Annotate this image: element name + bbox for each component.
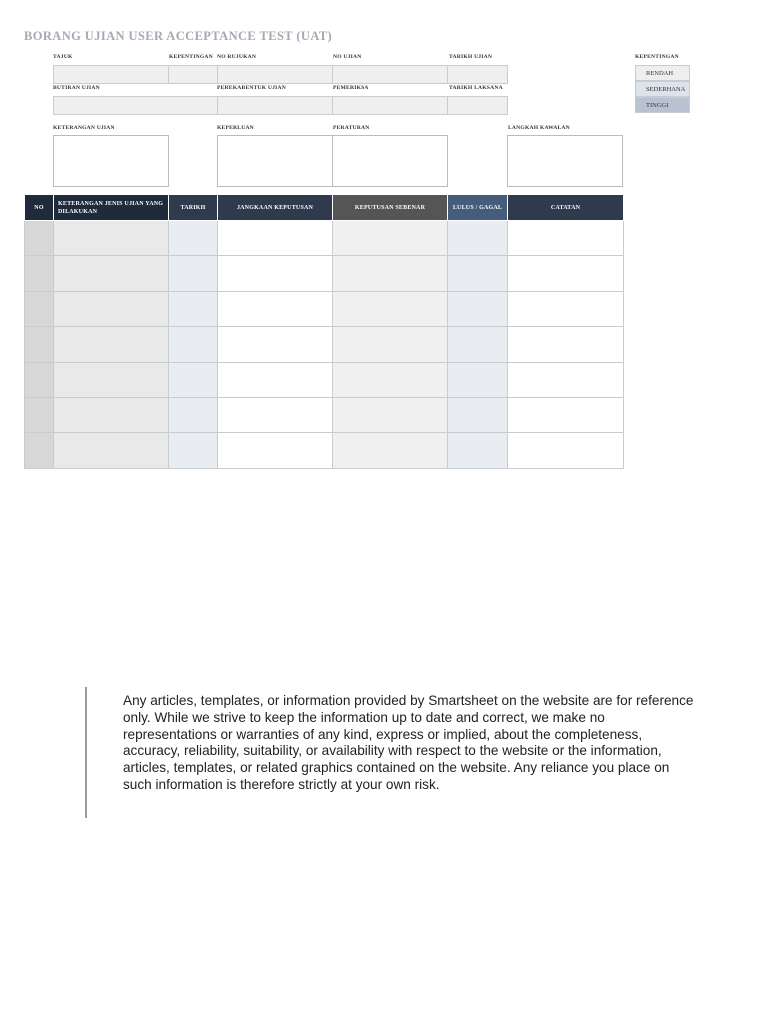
table-row: [25, 256, 624, 291]
row-actual-cell[interactable]: [333, 433, 448, 468]
butiran-ujian-field[interactable]: [53, 96, 218, 115]
row-date-cell[interactable]: [169, 397, 218, 432]
row-actual-cell[interactable]: [333, 327, 448, 362]
page-title: BORANG UJIAN USER ACCEPTANCE TEST (UAT): [24, 29, 333, 43]
row-pass-fail-cell[interactable]: [448, 256, 508, 291]
perekabentuk-ujian-field[interactable]: [217, 96, 333, 115]
row-expected-cell[interactable]: [218, 397, 333, 432]
no-ujian-field[interactable]: [332, 65, 448, 84]
row-description-cell[interactable]: [54, 221, 169, 256]
legend-item-tinggi: TINGGI: [635, 97, 690, 113]
col-header-expected: JANGKAAN KEPUTUSAN: [218, 195, 333, 221]
col-header-description: KETERANGAN JENIS UJIAN YANG DILAKUKAN: [54, 195, 169, 221]
col-header-pass-fail: LULUS / GAGAL: [448, 195, 508, 221]
row-notes-cell[interactable]: [508, 433, 624, 468]
row-actual-cell[interactable]: [333, 291, 448, 326]
row-notes-cell[interactable]: [508, 397, 624, 432]
row-expected-cell[interactable]: [218, 291, 333, 326]
table-row: [25, 433, 624, 468]
row-pass-fail-cell[interactable]: [448, 397, 508, 432]
row-no-cell[interactable]: [25, 397, 54, 432]
row-description-cell[interactable]: [54, 327, 169, 362]
row-description-cell[interactable]: [54, 433, 169, 468]
row-description-cell[interactable]: [54, 362, 169, 397]
row-date-cell[interactable]: [169, 433, 218, 468]
row-no-cell[interactable]: [25, 291, 54, 326]
row-date-cell[interactable]: [169, 221, 218, 256]
test-table: [24, 194, 624, 469]
table-header-row: [25, 195, 624, 221]
table-row: [25, 221, 624, 256]
legend-item-rendah: RENDAH: [635, 65, 690, 81]
langkah-kawalan-label: LANGKAH KAWALAN: [508, 125, 570, 131]
col-header-actual: KEPUTUSAN SEBENAR: [333, 195, 448, 221]
row-date-cell[interactable]: [169, 362, 218, 397]
col-header-notes: CATATAN: [508, 195, 624, 221]
tarikh-laksana-field[interactable]: [447, 96, 508, 115]
disclaimer-divider: [85, 687, 87, 818]
keterangan-ujian-field[interactable]: [53, 135, 169, 187]
butiran-ujian-label: BUTIRAN UJIAN: [53, 85, 100, 91]
langkah-kawalan-field[interactable]: [507, 135, 623, 187]
row-expected-cell[interactable]: [218, 362, 333, 397]
row-notes-cell[interactable]: [508, 291, 624, 326]
pemeriksa-label: PEMERIKSA: [333, 85, 369, 91]
row-pass-fail-cell[interactable]: [448, 291, 508, 326]
legend-item-sederhana: SEDERHANA: [635, 81, 690, 97]
tarikh-laksana-label: TARIKH LAKSANA: [449, 85, 503, 91]
row-no-cell[interactable]: [25, 362, 54, 397]
row-date-cell[interactable]: [169, 327, 218, 362]
row-expected-cell[interactable]: [218, 256, 333, 291]
row-description-cell[interactable]: [54, 397, 169, 432]
tarikh-ujian-label: TARIKH UJIAN: [449, 54, 493, 60]
row-notes-cell[interactable]: [508, 221, 624, 256]
row-date-cell[interactable]: [169, 256, 218, 291]
keterangan-ujian-label: KETERANGAN UJIAN: [53, 125, 115, 131]
table-row: [25, 291, 624, 326]
row-expected-cell[interactable]: [218, 433, 333, 468]
keperluan-label: KEPERLUAN: [217, 125, 254, 131]
row-pass-fail-cell[interactable]: [448, 362, 508, 397]
row-date-cell[interactable]: [169, 291, 218, 326]
row-pass-fail-cell[interactable]: [448, 433, 508, 468]
row-description-cell[interactable]: [54, 256, 169, 291]
row-expected-cell[interactable]: [218, 327, 333, 362]
col-header-date: TARIKH: [169, 195, 218, 221]
perekabentuk-ujian-label: PEREKABENTUK UJIAN: [217, 85, 287, 91]
row-notes-cell[interactable]: [508, 327, 624, 362]
row-no-cell[interactable]: [25, 433, 54, 468]
table-row: [25, 362, 624, 397]
table-row: [25, 397, 624, 432]
tajuk-label: TAJUK: [53, 54, 73, 60]
col-header-no: NO: [25, 195, 54, 221]
no-ujian-label: NO UJIAN: [333, 54, 362, 60]
row-notes-cell[interactable]: [508, 256, 624, 291]
no-rujukan-label: NO RUJUKAN: [217, 54, 257, 60]
table-row: [25, 327, 624, 362]
row-pass-fail-cell[interactable]: [448, 327, 508, 362]
tarikh-ujian-field[interactable]: [447, 65, 508, 84]
row-no-cell[interactable]: [25, 327, 54, 362]
peraturan-label: PERATURAN: [333, 125, 370, 131]
row-expected-cell[interactable]: [218, 221, 333, 256]
keperluan-field[interactable]: [217, 135, 333, 187]
row-actual-cell[interactable]: [333, 221, 448, 256]
row-no-cell[interactable]: [25, 256, 54, 291]
row-pass-fail-cell[interactable]: [448, 221, 508, 256]
peraturan-field[interactable]: [332, 135, 448, 187]
row-actual-cell[interactable]: [333, 362, 448, 397]
row-no-cell[interactable]: [25, 221, 54, 256]
legend-title: KEPENTINGAN: [635, 54, 679, 60]
row-actual-cell[interactable]: [333, 397, 448, 432]
row-description-cell[interactable]: [54, 291, 169, 326]
pemeriksa-field[interactable]: [332, 96, 448, 115]
row-actual-cell[interactable]: [333, 256, 448, 291]
no-rujukan-field[interactable]: [217, 65, 333, 84]
kepentingan-label: KEPENTINGAN: [169, 54, 213, 60]
disclaimer-text: Any articles, templates, or information provided by Smartsheet on the website are for reference only. While we strive to keep the information up to date and correct, we make no representations or warranties of any kind, express or implied, about the completeness, accuracy, reliability, suitability, or availability with respect to the website or the information, articles, templates, or related graphics contained on the website. Any reliance you place on such information is therefore strictly at your own risk.: [123, 693, 694, 792]
tajuk-field[interactable]: [53, 65, 169, 84]
row-notes-cell[interactable]: [508, 362, 624, 397]
kepentingan-field[interactable]: [168, 65, 218, 84]
